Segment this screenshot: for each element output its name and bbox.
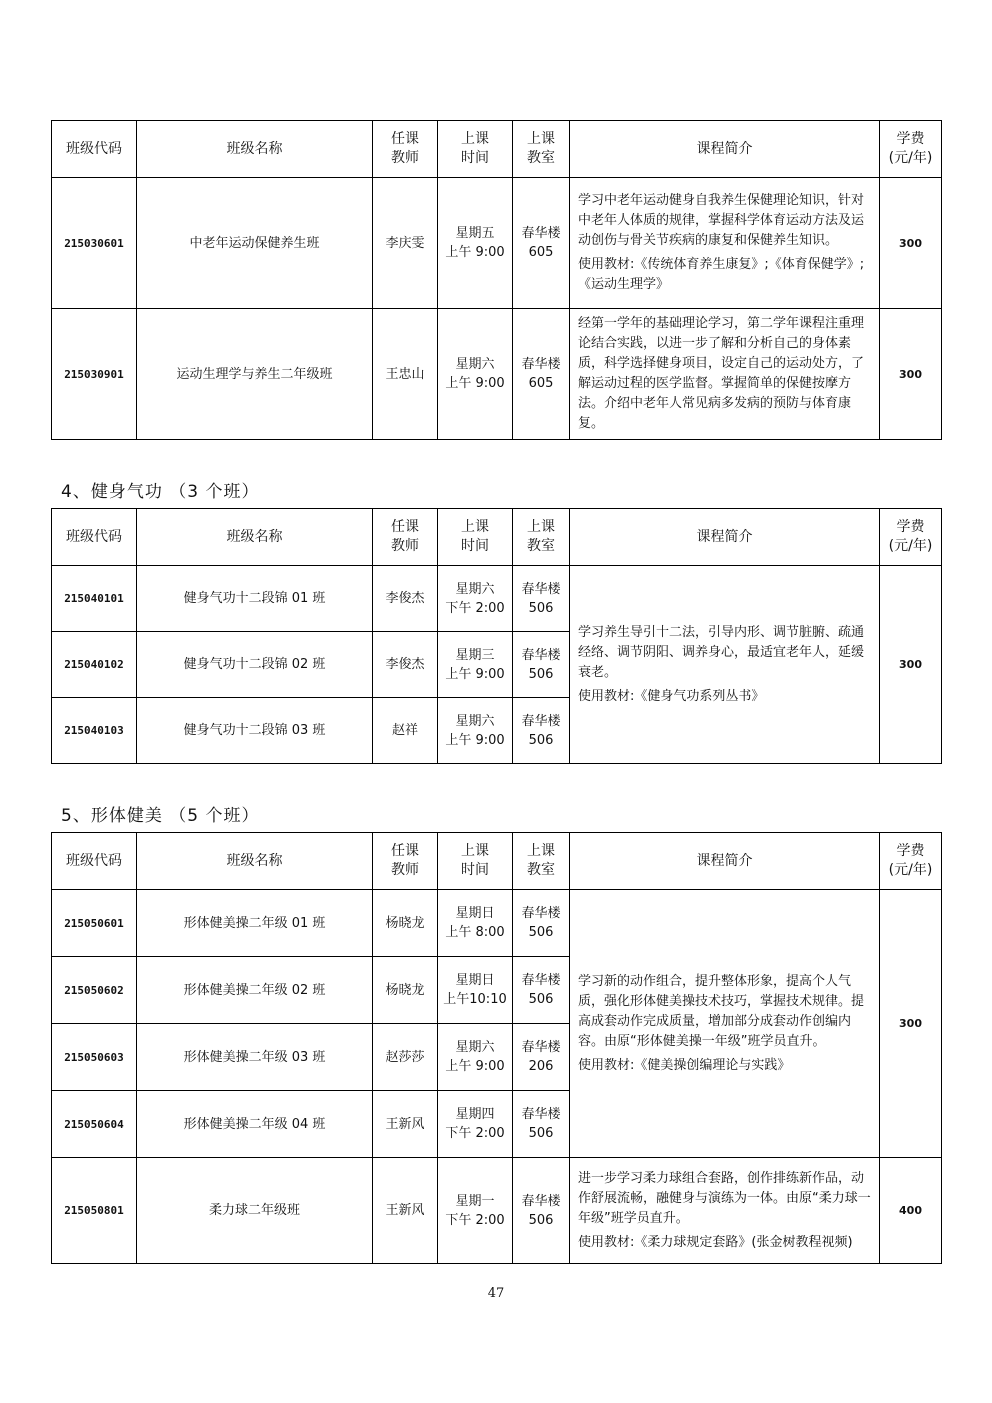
course-description: 学习新的动作组合，提升整体形象，提高个人气质，强化形体健美操技术技巧，掌握技术规律。提高成套动作完成质量，增加部分成套动作创编内容。由原“形体健美操一年级”班学员直升。 使用教材:《健美操创编理论与实践》 (570, 890, 880, 1158)
course-table-5 (51, 832, 942, 1264)
classroom: 春华楼 605 (513, 309, 570, 440)
class-name: 健身气功十二段锦 03 班 (137, 698, 373, 764)
class-code: 215040101 (52, 566, 137, 632)
course-table-1 (51, 120, 942, 440)
class-code: 215050801 (52, 1158, 137, 1264)
table-row (52, 178, 942, 309)
teacher: 赵莎莎 (373, 1024, 438, 1091)
class-code: 215030901 (52, 309, 137, 440)
header-name: 班级名称 (137, 121, 373, 178)
header-code: 班级代码 (52, 509, 137, 566)
section-title-4: 4、健身气功 （3 个班） (61, 482, 260, 502)
class-code: 215040102 (52, 632, 137, 698)
tuition-fee: 300 (880, 178, 942, 309)
header-teacher: 任课 教师 (373, 833, 438, 890)
class-name: 中老年运动保健养生班 (137, 178, 373, 309)
header-time: 上课 时间 (438, 509, 513, 566)
course-description: 进一步学习柔力球组合套路，创作排练新作品，动作舒展流畅，融健身与演练为一体。由原“柔力球一年级”班学员直升。 使用教材:《柔力球规定套路》(张金树教程视频) (570, 1158, 880, 1264)
tuition-fee: 300 (880, 890, 942, 1158)
classroom: 春华楼 605 (513, 178, 570, 309)
class-time: 星期六 下午 2:00 (438, 566, 513, 632)
header-room: 上课 教室 (513, 509, 570, 566)
page-number: 47 (487, 1286, 505, 1301)
textbook: 使用教材:《健美操创编理论与实践》 (578, 1057, 791, 1073)
class-name: 形体健美操二年级 04 班 (137, 1091, 373, 1158)
header-code: 班级代码 (52, 833, 137, 890)
teacher: 李庆雯 (373, 178, 438, 309)
teacher: 赵祥 (373, 698, 438, 764)
header-time: 上课 时间 (438, 121, 513, 178)
classroom: 春华楼 506 (513, 632, 570, 698)
class-code: 215050601 (52, 890, 137, 957)
teacher: 杨晓龙 (373, 890, 438, 957)
header-desc: 课程简介 (570, 509, 880, 566)
tuition-fee: 400 (880, 1158, 942, 1264)
class-name: 健身气功十二段锦 01 班 (137, 566, 373, 632)
classroom: 春华楼 506 (513, 566, 570, 632)
classroom: 春华楼 206 (513, 1024, 570, 1091)
table-row (52, 309, 942, 440)
class-time: 星期六 上午 9:00 (438, 1024, 513, 1091)
course-description: 学习中老年运动健身自我养生保健理论知识，针对中老年人体质的规律，掌握科学体育运动方法及运动创伤与骨关节疾病的康复和保健养生知识。 使用教材:《传统体育养生康复》;《体育保健学》;《运动生理学》 (570, 178, 880, 309)
header-fee: 学费 (元/年) (880, 833, 942, 890)
teacher: 李俊杰 (373, 632, 438, 698)
class-time: 星期日 上午10:10 (438, 957, 513, 1024)
class-name: 柔力球二年级班 (137, 1158, 373, 1264)
header-room: 上课 教室 (513, 121, 570, 178)
class-time: 星期日 上午 8:00 (438, 890, 513, 957)
header-desc: 课程简介 (570, 121, 880, 178)
class-time: 星期五 上午 9:00 (438, 178, 513, 309)
header-teacher: 任课 教师 (373, 121, 438, 178)
class-name: 形体健美操二年级 02 班 (137, 957, 373, 1024)
header-name: 班级名称 (137, 509, 373, 566)
class-code: 215040103 (52, 698, 137, 764)
course-table-4 (51, 508, 942, 764)
class-code: 215050603 (52, 1024, 137, 1091)
table-row (52, 1158, 942, 1264)
tuition-fee: 300 (880, 566, 942, 764)
class-time: 星期六 上午 9:00 (438, 309, 513, 440)
teacher: 李俊杰 (373, 566, 438, 632)
teacher: 王新风 (373, 1091, 438, 1158)
table-row (52, 890, 942, 957)
course-description: 经第一学年的基础理论学习，第二学年课程注重理论结合实践，以进一步了解和分析自己的身体素质，科学选择健身项目，设定自己的运动处方，了解运动过程的医学监督。掌握简单的保健按摩方法。介绍中老年人常见病多发病的预防与体育康复。 (570, 309, 880, 440)
classroom: 春华楼 506 (513, 1091, 570, 1158)
header-time: 上课 时间 (438, 833, 513, 890)
textbook: 使用教材:《健身气功系列丛书》 (578, 688, 765, 704)
table-row (52, 566, 942, 632)
textbook: 使用教材:《传统体育养生康复》;《体育保健学》;《运动生理学》 (578, 257, 865, 292)
class-time: 星期三 上午 9:00 (438, 632, 513, 698)
tuition-fee: 300 (880, 309, 942, 440)
textbook: 使用教材:《柔力球规定套路》(张金树教程视频) (578, 1234, 853, 1250)
class-name: 运动生理学与养生二年级班 (137, 309, 373, 440)
header-desc: 课程简介 (570, 833, 880, 890)
class-name: 形体健美操二年级 03 班 (137, 1024, 373, 1091)
class-name: 健身气功十二段锦 02 班 (137, 632, 373, 698)
class-time: 星期四 下午 2:00 (438, 1091, 513, 1158)
header-name: 班级名称 (137, 833, 373, 890)
header-fee: 学费 (元/年) (880, 509, 942, 566)
course-description: 学习养生导引十二法，引导内形、调节脏腑、疏通经络、调节阴阳、调养身心，最适宜老年人，延缓衰老。 使用教材:《健身气功系列丛书》 (570, 566, 880, 764)
classroom: 春华楼 506 (513, 890, 570, 957)
teacher: 王新风 (373, 1158, 438, 1264)
header-row (52, 509, 942, 566)
class-time: 星期六 上午 9:00 (438, 698, 513, 764)
header-room: 上课 教室 (513, 833, 570, 890)
class-time: 星期一 下午 2:00 (438, 1158, 513, 1264)
header-row (52, 121, 942, 178)
class-name: 形体健美操二年级 01 班 (137, 890, 373, 957)
header-code: 班级代码 (52, 121, 137, 178)
classroom: 春华楼 506 (513, 698, 570, 764)
header-row (52, 833, 942, 890)
header-teacher: 任课 教师 (373, 509, 438, 566)
section-title-5: 5、形体健美 （5 个班） (61, 806, 260, 826)
classroom: 春华楼 506 (513, 957, 570, 1024)
classroom: 春华楼 506 (513, 1158, 570, 1264)
class-code: 215050602 (52, 957, 137, 1024)
teacher: 王忠山 (373, 309, 438, 440)
class-code: 215050604 (52, 1091, 137, 1158)
teacher: 杨晓龙 (373, 957, 438, 1024)
class-code: 215030601 (52, 178, 137, 309)
header-fee: 学费 (元/年) (880, 121, 942, 178)
